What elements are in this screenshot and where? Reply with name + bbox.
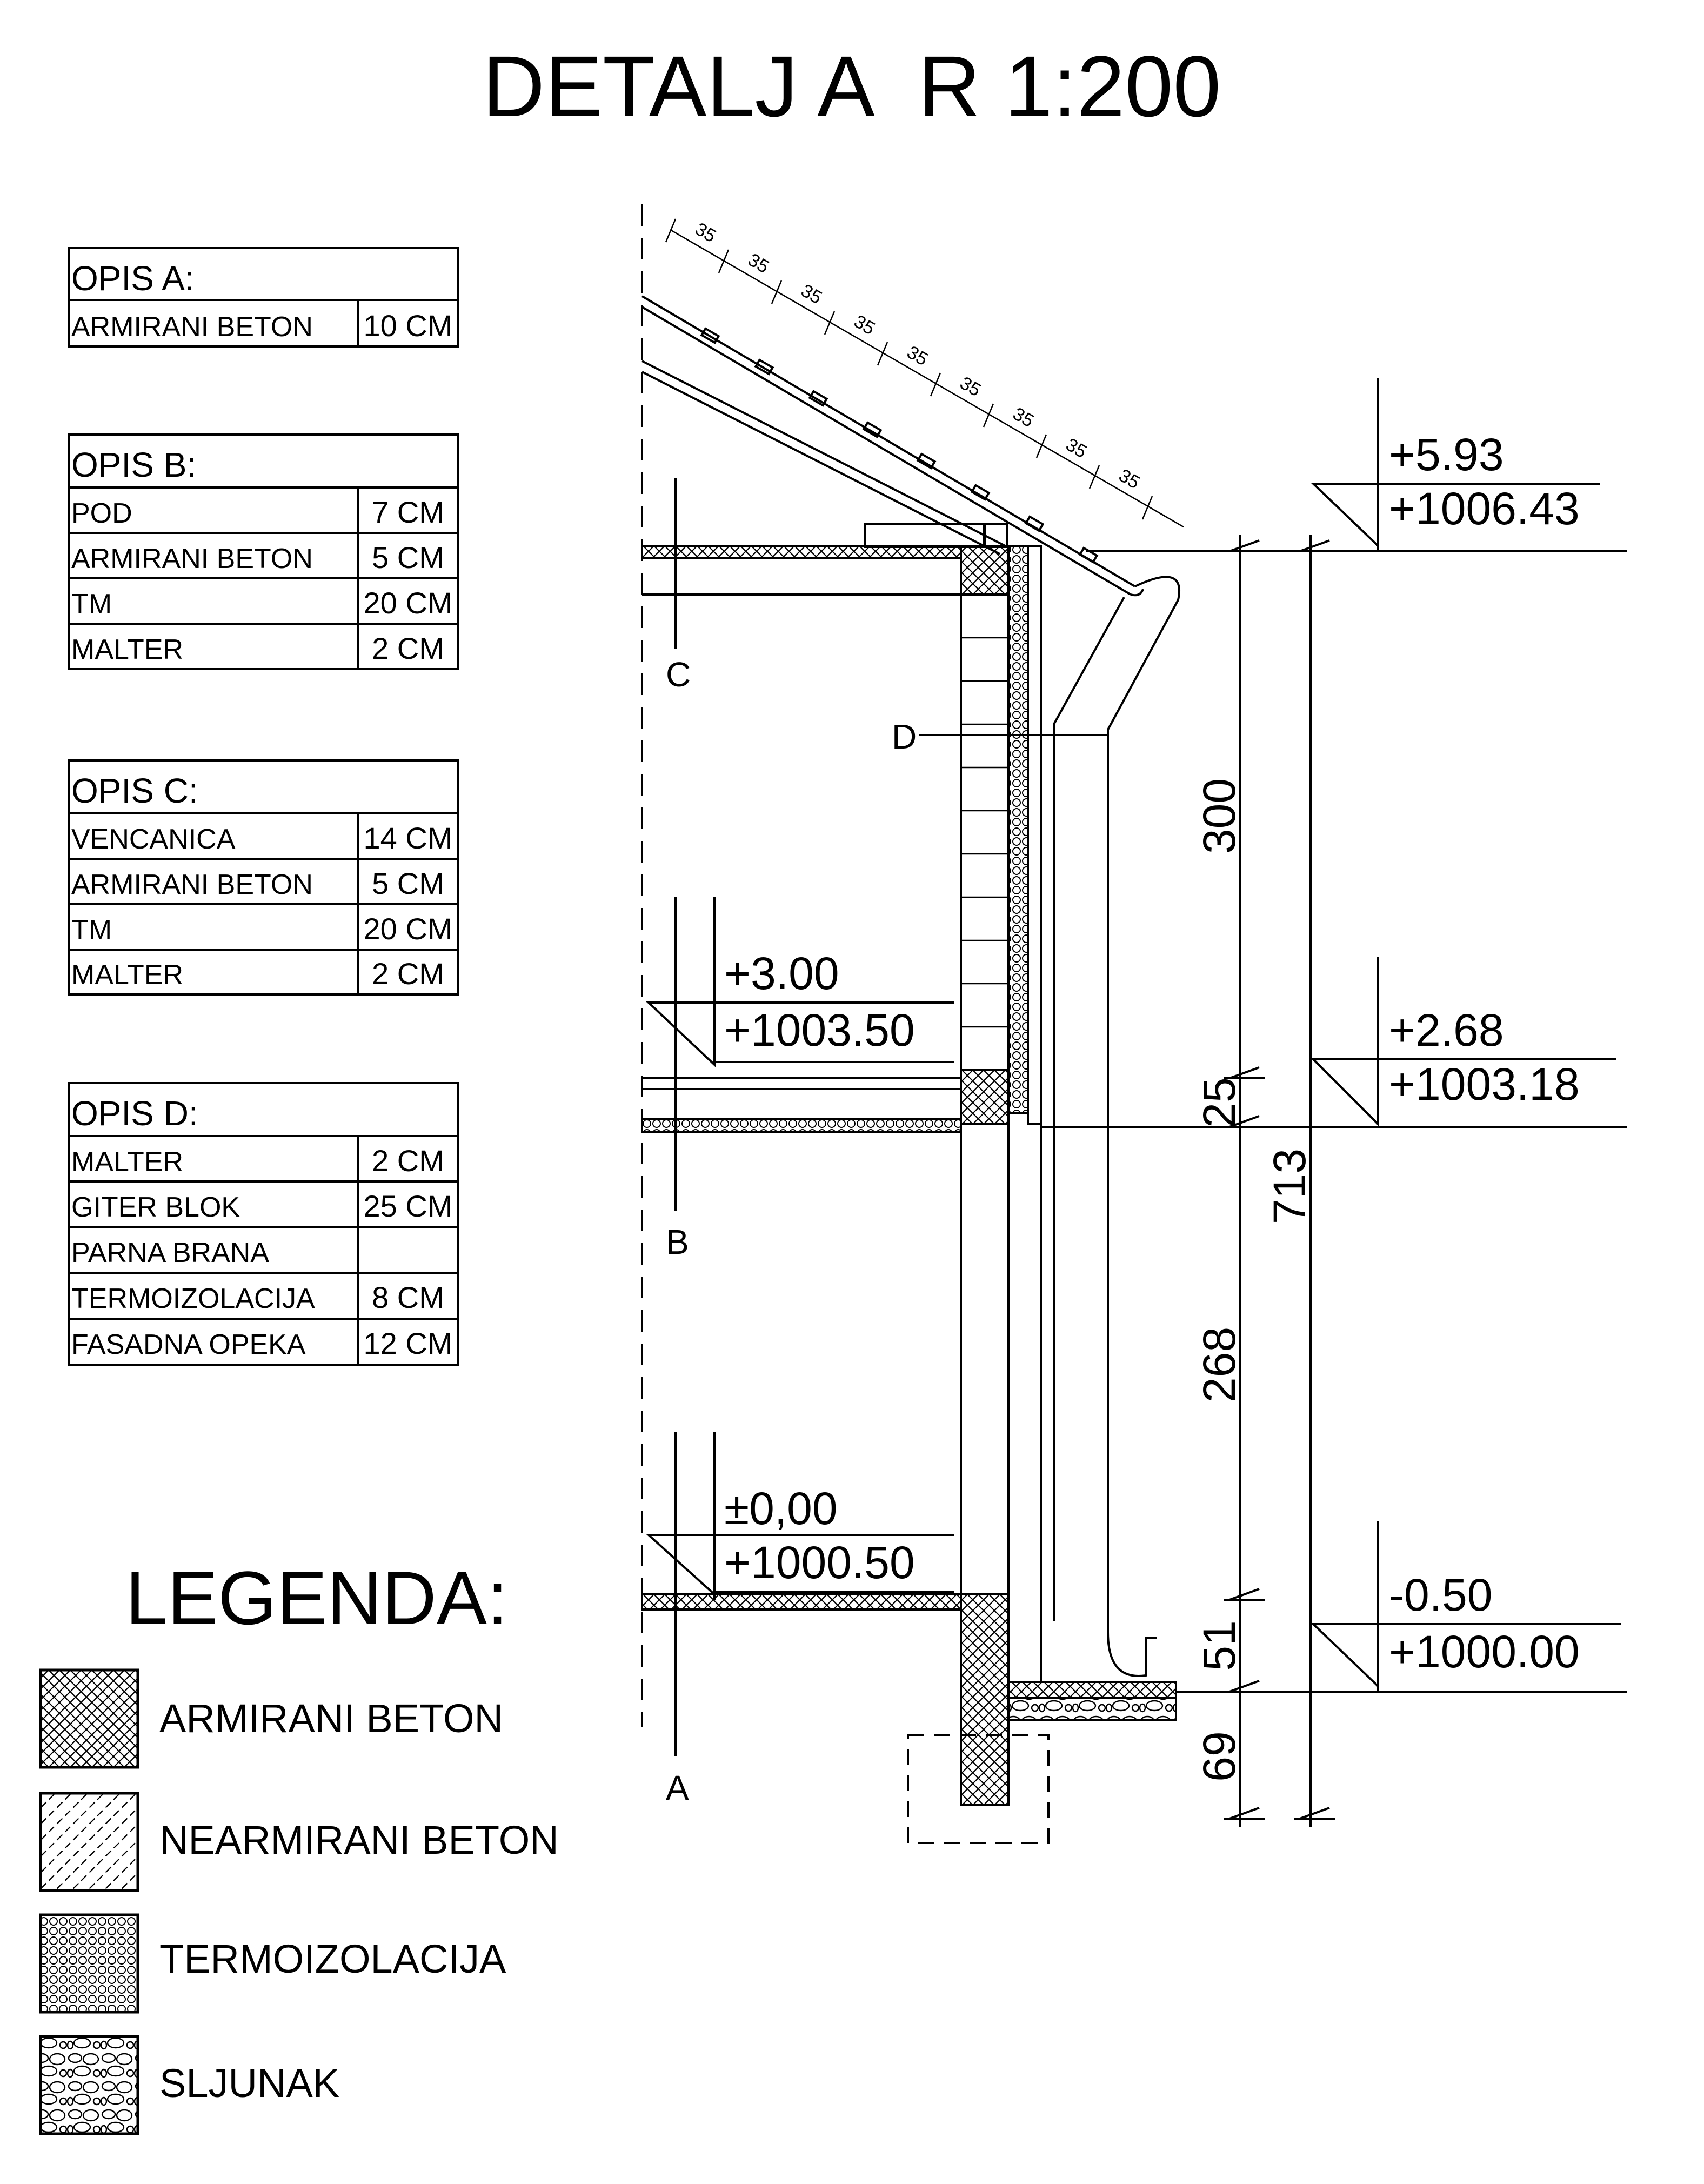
table-cell-thickness: 2 CM bbox=[372, 957, 444, 991]
level-relative: -0.50 bbox=[1389, 1569, 1493, 1620]
level-absolute: +1003.18 bbox=[1389, 1059, 1580, 1110]
legend bbox=[41, 1555, 559, 2134]
table-cell-material: PARNA BRANA bbox=[71, 1237, 270, 1268]
section-label-d: D bbox=[892, 717, 917, 756]
level-relative: +5.93 bbox=[1389, 429, 1504, 480]
wall bbox=[961, 546, 1041, 1124]
rafter-spacing-label: 35 bbox=[744, 249, 773, 278]
table-cell-material: TERMOIZOLACIJA bbox=[71, 1283, 315, 1314]
table-cell-material: MALTER bbox=[71, 959, 184, 991]
section-label-a: A bbox=[666, 1768, 689, 1807]
building-section bbox=[642, 204, 1627, 1843]
table-heading: OPIS B: bbox=[71, 445, 197, 484]
table-opis-b bbox=[69, 435, 458, 669]
legend-swatch-armirani-beton bbox=[41, 1670, 138, 1767]
table-heading: OPIS C: bbox=[71, 771, 198, 810]
legend-label: NEARMIRANI BETON bbox=[159, 1818, 559, 1862]
section-label-c: C bbox=[666, 655, 691, 694]
dimension-chain-total bbox=[1264, 535, 1335, 1827]
rafter-spacing-label: 35 bbox=[956, 372, 985, 401]
level-absolute: +1006.43 bbox=[1389, 483, 1580, 534]
drawing-title: DETALJ A R 1:200 bbox=[482, 38, 1221, 135]
level-relative: +3.00 bbox=[724, 948, 839, 999]
dimension-total-label: 713 bbox=[1264, 1148, 1315, 1225]
table-cell-thickness: 20 CM bbox=[363, 586, 453, 620]
legend-label: ARMIRANI BETON bbox=[159, 1696, 503, 1741]
rafter-spacing-label: 35 bbox=[1009, 403, 1038, 432]
table-opis-a bbox=[69, 248, 458, 346]
legend-swatch-sljunak bbox=[41, 2036, 138, 2134]
table-heading: OPIS A: bbox=[71, 259, 195, 298]
rafter-spacing-label: 35 bbox=[691, 218, 720, 247]
table-cell-thickness: 12 CM bbox=[363, 1326, 453, 1360]
legend-swatch-nearmirani-beton bbox=[41, 1793, 138, 1891]
dimension-chain-inner bbox=[1194, 535, 1265, 1827]
pavement bbox=[1008, 1682, 1176, 1698]
table-cell-thickness: 8 CM bbox=[372, 1280, 444, 1314]
table-cell-thickness: 2 CM bbox=[372, 1144, 444, 1178]
legend-label: TERMOIZOLACIJA bbox=[159, 1936, 506, 1981]
section-label-b: B bbox=[666, 1223, 689, 1261]
dimension-label: 268 bbox=[1194, 1326, 1245, 1403]
dimension-label: 69 bbox=[1194, 1731, 1245, 1782]
level-marker-right bbox=[1041, 957, 1627, 1127]
rafter-spacing-label: 35 bbox=[903, 342, 932, 370]
dimension-label: 51 bbox=[1194, 1620, 1245, 1671]
legend-swatch-termoizolacija bbox=[41, 1915, 138, 2012]
level-absolute: +1003.50 bbox=[724, 1005, 915, 1056]
dimension-label: 25 bbox=[1194, 1077, 1245, 1128]
ground-slab bbox=[642, 1594, 961, 1609]
table-cell-thickness: 14 CM bbox=[363, 821, 453, 855]
dimension-label: 300 bbox=[1194, 778, 1245, 854]
table-cell-material: MALTER bbox=[71, 634, 184, 665]
level-relative: ±0,00 bbox=[724, 1483, 838, 1534]
table-opis-c bbox=[69, 760, 458, 994]
table-cell-thickness: 25 CM bbox=[363, 1189, 453, 1223]
roof bbox=[642, 219, 1184, 596]
table-cell-material: ARMIRANI BETON bbox=[71, 869, 313, 900]
top-slab bbox=[642, 546, 961, 558]
table-cell-material: GITER BLOK bbox=[71, 1192, 240, 1223]
rafter-spacing-label: 35 bbox=[850, 311, 879, 339]
table-cell-thickness: 10 CM bbox=[363, 309, 453, 343]
rafter-spacing-label: 35 bbox=[1062, 434, 1091, 463]
table-cell-material: TM bbox=[71, 914, 112, 946]
foundation bbox=[961, 1594, 1008, 1805]
table-cell-thickness: 20 CM bbox=[363, 912, 453, 946]
rafter-spacing-label: 35 bbox=[1115, 465, 1144, 493]
table-heading: OPIS D: bbox=[71, 1094, 198, 1133]
legend-title: LEGENDA: bbox=[125, 1555, 508, 1640]
legend-label: SLJUNAK bbox=[159, 2061, 340, 2106]
table-cell-material: ARMIRANI BETON bbox=[71, 311, 313, 343]
table-cell-material: POD bbox=[71, 498, 132, 529]
level-marker-left bbox=[649, 1432, 954, 1600]
table-cell-thickness: 5 CM bbox=[372, 866, 444, 900]
level-absolute: +1000.50 bbox=[724, 1537, 915, 1588]
table-cell-thickness: 5 CM bbox=[372, 540, 444, 575]
level-marker-left bbox=[649, 897, 954, 1065]
table-opis-d bbox=[69, 1083, 458, 1365]
level-marker-right bbox=[1086, 378, 1627, 551]
table-cell-material: MALTER bbox=[71, 1146, 184, 1178]
table-cell-thickness: 2 CM bbox=[372, 631, 444, 665]
level-relative: +2.68 bbox=[1389, 1005, 1504, 1056]
table-cell-material: TM bbox=[71, 589, 112, 620]
table-cell-material: VENCANICA bbox=[71, 824, 236, 855]
table-cell-material: FASADNA OPEKA bbox=[71, 1329, 306, 1360]
rafter-spacing-label: 35 bbox=[797, 280, 826, 309]
table-cell-material: ARMIRANI BETON bbox=[71, 543, 313, 575]
table-cell-thickness: 7 CM bbox=[372, 495, 444, 529]
level-absolute: +1000.00 bbox=[1389, 1626, 1580, 1677]
middle-slab bbox=[642, 1078, 961, 1089]
